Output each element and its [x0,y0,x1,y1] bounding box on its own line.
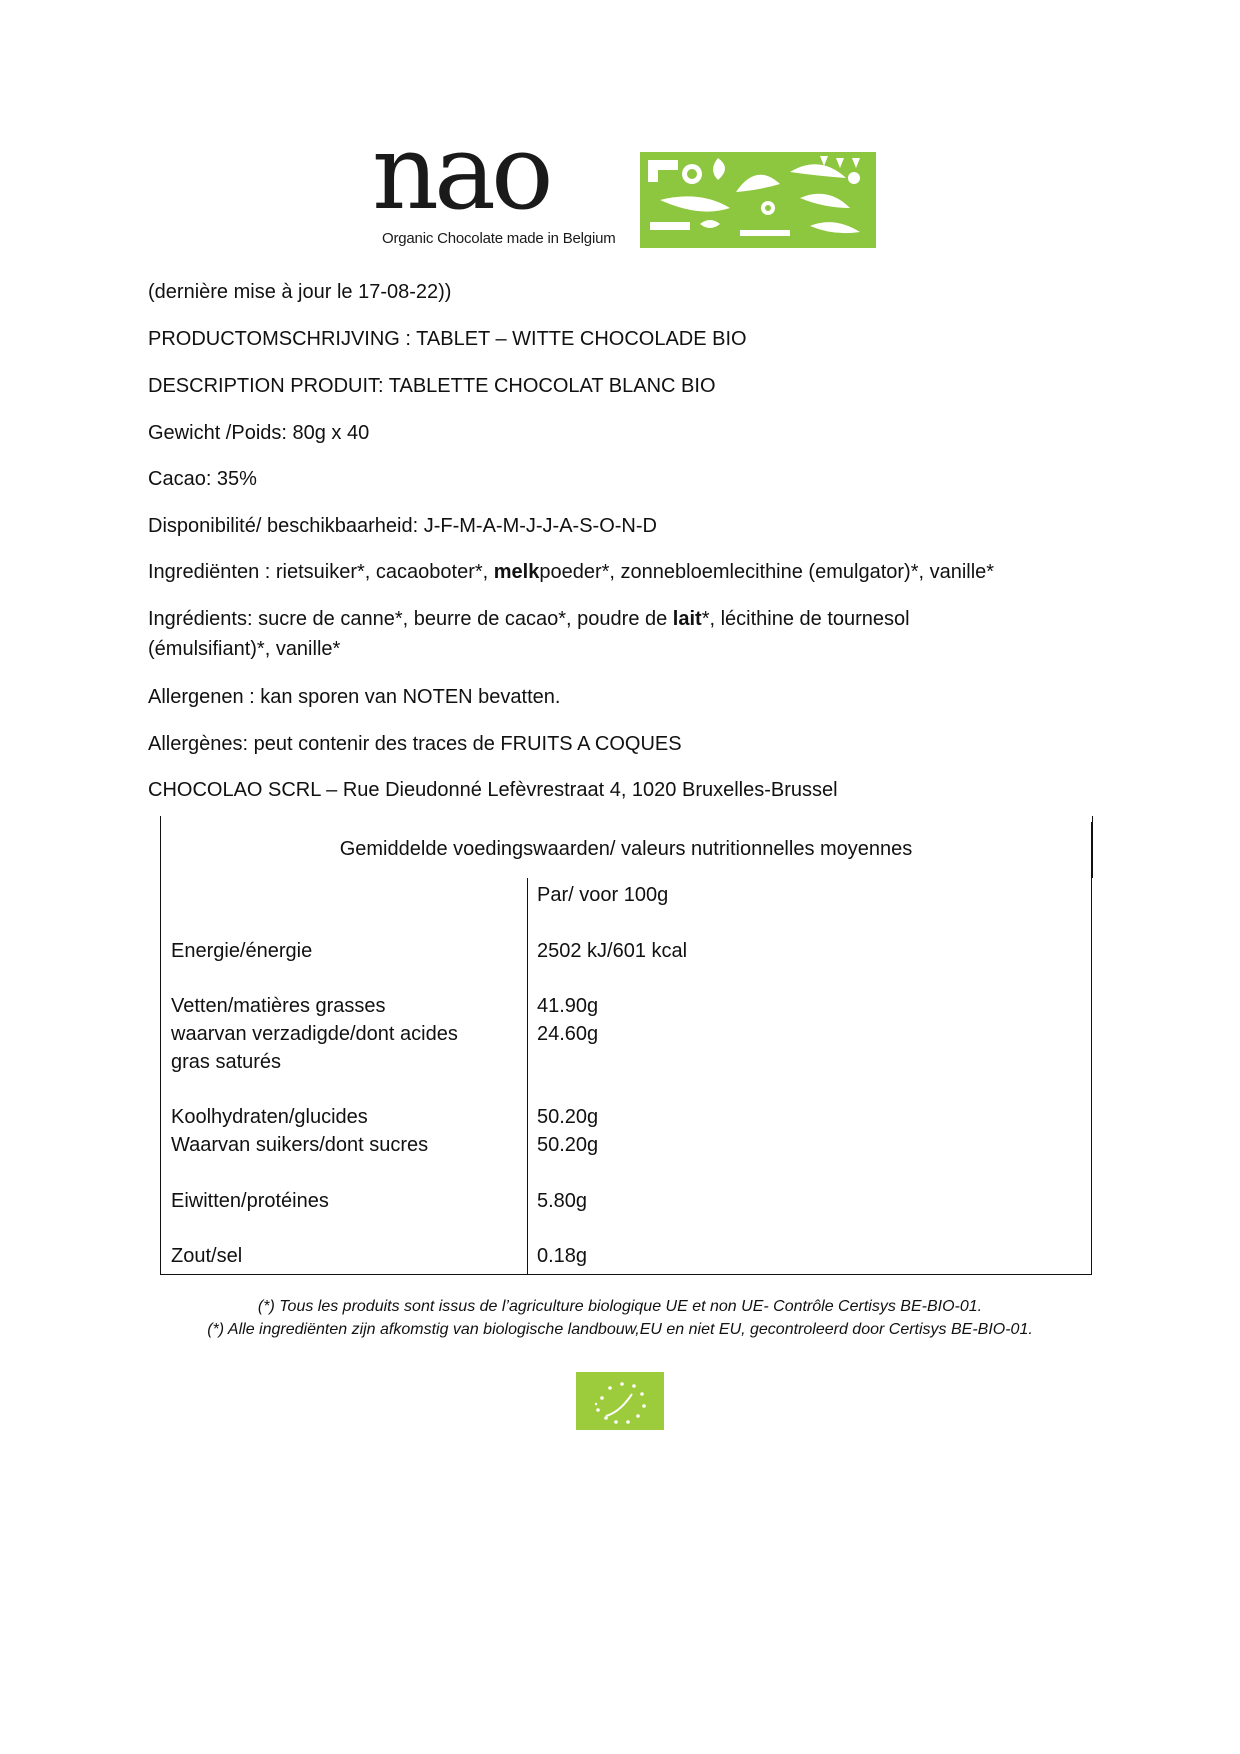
brand-pattern-logo [640,152,876,248]
sugars-label: Waarvan suikers/dont sucres [171,1134,429,1156]
table-right-edge [1092,816,1093,878]
ingredients-nl-text: Ingrediënten : rietsuiker*, cacaoboter*, [148,561,494,583]
allergens-fr: Allergènes: peut contenir des traces de FRUITS A COQUES [148,733,682,755]
energy-value: 2502 kJ/601 kcal [537,940,688,962]
cacao-percentage: Cacao: 35% [148,468,257,490]
product-description-nl: PRODUCTOMSCHRIJVING : TABLET – WITTE CHOCOLADE BIO [148,328,747,350]
brand-tagline: Organic Chocolate made in Belgium [382,230,616,247]
salt-label: Zout/sel [171,1245,243,1267]
column-divider [527,878,528,1274]
carbs-label: Koolhydraten/glucides [171,1106,368,1128]
ingredients-fr-text: Ingrédients: sucre de canne*, beurre de cacao*, poudre de [148,608,673,630]
ingredients-nl [148,557,1108,587]
eu-organic-logo-icon [576,1372,664,1430]
allergen-highlight-nl: melk [493,561,540,583]
energy-label: Energie/énergie [171,940,313,962]
nutrition-title: Gemiddelde voedingswaarden/ valeurs nutritionnelles moyennes [339,838,913,860]
ingredients-fr-text-rest: *, lécithine de tournesol (émulsifiant)*, vanille* [148,608,910,660]
fat-label: Vetten/matières grasses [171,995,386,1017]
protein-label: Eiwitten/protéines [171,1190,329,1212]
fat-value: 41.90g [537,995,599,1017]
product-description-fr: DESCRIPTION PRODUIT: TABLETTE CHOCOLAT BLANC BIO [148,375,716,397]
per-100g-header: Par/ voor 100g [537,884,669,906]
protein-value: 5.80g [537,1190,588,1212]
company-address: CHOCOLAO SCRL – Rue Dieudonné Lefèvrestraat 4, 1020 Bruxelles-Brussel [148,779,838,801]
footnote-fr: (*) Tous les produits sont issus de l’agriculture biologique UE et non UE- Contrôle Certisys BE-BIO-01. [257,1298,983,1315]
sugars-value: 50.20g [537,1134,599,1156]
saturated-fat-value: 24.60g [537,1023,599,1045]
ingredients-nl-text-rest: poeder*, zonnebloemlecithine (emulgator)*, vanille* [539,561,995,583]
ingredients-fr [148,604,1008,664]
weight: Gewicht /Poids: 80g x 40 [148,422,370,444]
carbs-value: 50.20g [537,1106,599,1128]
saturated-fat-label: waarvan verzadigde/dont acides gras saturés [171,1023,458,1073]
brand-wordmark: nao [372,111,549,233]
footnote-nl: (*) Alle ingrediënten zijn afkomstig van biologische landbouw,EU en niet EU, gecontroleerd door Certisys BE-BIO-01. [207,1321,1033,1338]
salt-value: 0.18g [537,1245,588,1267]
availability: Disponibilité/ beschikbaarheid: J-F-M-A-M-J-J-A-S-O-N-D [148,515,657,537]
allergen-highlight-fr: lait [672,608,702,630]
brand-header [372,111,876,254]
last-updated: (dernière mise à jour le 17-08-22)) [148,281,452,303]
allergens-nl: Allergenen : kan sporen van NOTEN bevatten. [148,686,561,708]
nutrition-table [160,822,1092,1275]
